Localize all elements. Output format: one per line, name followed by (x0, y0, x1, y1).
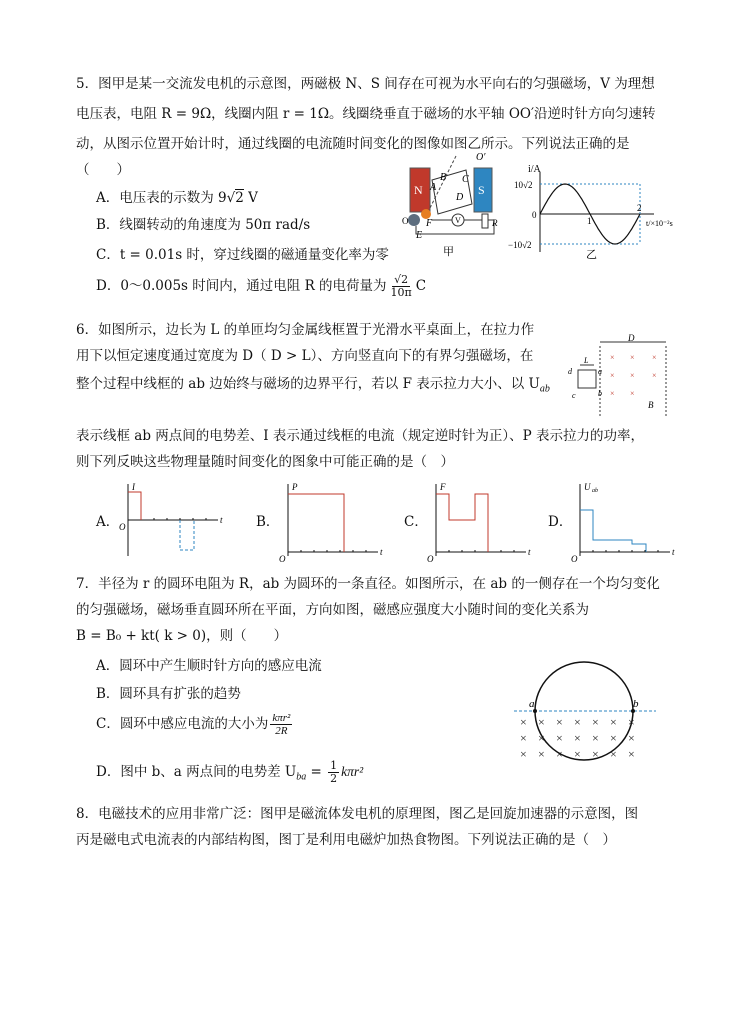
label-s: S (478, 183, 485, 197)
q5-option-a-root: 2 (235, 190, 244, 206)
q6-line3-sub: ab (539, 383, 550, 395)
q5-option-d-text: D．0～0.005s 时间内，通过电阻 R 的电荷量为 (96, 278, 387, 294)
curve-voltage (580, 510, 646, 552)
field-cross-18: × (592, 747, 599, 761)
label-n: N (414, 183, 423, 197)
q7-option-c-fraction (270, 712, 292, 737)
field-cross-1: × (538, 715, 545, 729)
q5-figure-jia (396, 154, 516, 264)
q7-option-c[interactable] (96, 712, 294, 746)
field-cross-7: × (520, 731, 527, 745)
field-cross-12: × (610, 731, 617, 745)
field-cross-19: × (610, 747, 617, 761)
frac-denominator: 10π (390, 286, 412, 299)
label-e: E (416, 230, 423, 241)
label-b: b (633, 698, 639, 710)
curve-power (288, 494, 344, 552)
curve-force (436, 494, 488, 552)
q5-option-b[interactable]: B．线圈转动的角速度为 50π rad/s (96, 217, 311, 233)
frac-denominator: 2 (330, 772, 338, 785)
q8-line1: 8．电磁技术的应用非常广泛：图甲是磁流体发电机的原理图，图乙是回旋加速器的示意图，图 (76, 806, 639, 822)
y-tick-top: 10√2 (514, 180, 533, 190)
q5-option-a[interactable] (96, 188, 258, 208)
field-cross-6: × (628, 715, 635, 729)
label-a: a (598, 367, 602, 376)
q6-line5: 则下列反映这些物理量随时间变化的图象中可能正确的是（ ） (76, 454, 454, 470)
q7-option-c-text: C．圆环中感应电流的大小为 (96, 716, 269, 732)
field-cross-20: × (628, 747, 635, 761)
q6-option-b-graph (278, 480, 388, 564)
y-axis-label: F (440, 482, 446, 492)
label-b: b (598, 389, 602, 398)
x-axis-label: t (380, 547, 383, 557)
q7-option-b[interactable]: B．圆环具有扩张的趋势 (96, 686, 241, 702)
x-axis-label: t (528, 547, 531, 557)
y-axis-label: U (584, 482, 591, 492)
origin-label: O (571, 554, 578, 564)
label-d: D (456, 192, 464, 203)
y-axis-sub: ab (592, 488, 598, 494)
frac-numerator: √2 (394, 273, 409, 286)
q7-line1: 7．半径为 r 的圆环电阻为 R，ab 为圆环的一条直径。如图所示，在 ab 的一侧存在一个均匀变化 (76, 576, 660, 592)
q5-line3: 动，从图示位置开始计时，通过线圈的电流随时间变化的图像如图乙所示。下列说法正确的是 (76, 136, 630, 152)
x-axis-label: t (220, 515, 223, 525)
q6-option-d-label: D． (548, 514, 573, 530)
q6-line3 (76, 374, 550, 400)
field-cross-2: × (556, 715, 563, 729)
q6-line4: 表示线框 ab 两点间的电势差、I 表示通过线框的电流（规定逆时针为正）、P 表示拉力的功率， (76, 428, 645, 444)
label-v: V (455, 216, 461, 225)
label-f: F (426, 218, 433, 229)
q6-option-a-graph (118, 480, 228, 560)
q7-option-a[interactable]: A．圆环中产生顺时针方向的感应电流 (96, 658, 322, 674)
field-cross-9: × (556, 731, 563, 745)
q6-option-c-graph (426, 480, 536, 564)
y-axis-label: P (292, 482, 298, 492)
field-cross-3: × (610, 371, 615, 380)
curve-negative (180, 520, 194, 550)
caption-yi: 乙 (586, 249, 597, 261)
label-a: a (529, 698, 535, 710)
sqrt-symbol: √ (226, 190, 236, 206)
field-cross-7: × (630, 389, 635, 398)
label-field-b: B (648, 400, 654, 410)
label-c: C (462, 174, 469, 185)
field-cross-2: × (652, 353, 657, 362)
q7-option-d-fraction (328, 760, 339, 785)
x-axis-label: t/×10⁻²s (646, 219, 673, 228)
label-d-width: D (628, 333, 635, 343)
frac-numerator: 1 (330, 759, 338, 772)
label-o-prime: O′ (476, 152, 486, 163)
q6-option-c-label: C． (404, 514, 428, 530)
label-l: L (584, 356, 589, 365)
q6-option-a-label: A． (96, 514, 120, 530)
x-tick-1: 1 (587, 216, 592, 226)
q7-ring-figure (514, 650, 664, 760)
origin-label: O (279, 554, 286, 564)
field-cross-1: × (630, 353, 635, 362)
field-cross-3: × (574, 715, 581, 729)
field-cross-11: × (592, 731, 599, 745)
y-tick-zero: 0 (532, 210, 537, 220)
field-cross-10: × (574, 731, 581, 745)
q8-line2: 丙是磁电式电流表的内部结构图，图丁是利用电磁炉加热食物图。下列说法正确的是（ ） (76, 832, 616, 848)
q6-line1: 6．如图所示，边长为 L 的单匝均匀金属线框置于光滑水平桌面上，在拉力作 (76, 322, 535, 338)
q7-option-d-text: D．图中 b、a 两点间的电势差 U (96, 764, 297, 780)
q7-line3: B = B₀ + kt( k > 0)，则（ ） (76, 628, 288, 644)
y-axis-label: i/A (528, 164, 541, 175)
q5-option-a-text: A．电压表的示数为 9 (96, 190, 227, 206)
q7-line2: 的匀强磁场，磁场垂直圆环所在平面，方向如图，磁感应强度大小随时间的变化关系为 (76, 602, 589, 618)
q5-paren: （ ） (76, 162, 130, 178)
field-cross-5: × (610, 715, 617, 729)
field-cross-8: × (538, 731, 545, 745)
frac-denominator: 2R (275, 725, 288, 737)
origin-label: O (427, 554, 434, 564)
q6-field-figure (566, 333, 676, 418)
q5-option-d-fraction (389, 274, 414, 299)
field-cross-17: × (574, 747, 581, 761)
field-cross-0: × (520, 715, 527, 729)
label-a: A (430, 182, 437, 193)
curve-positive (128, 492, 141, 520)
field-cross-15: × (538, 747, 545, 761)
field-cross-6: × (610, 389, 615, 398)
y-axis-label: I (132, 482, 135, 492)
q5-line1: 5．图甲是某一交流发电机的示意图，两磁极 N、S 间存在可视为水平向右的匀强磁场，V 为理想 (76, 76, 655, 92)
x-tick-2: 2 (637, 203, 642, 213)
caption-jia: 甲 (443, 246, 454, 258)
q7-option-d-sub: ba (296, 771, 307, 783)
q5-figure-yi (508, 162, 673, 262)
q7-option-d-eq: = (306, 764, 327, 780)
x-axis-label: t (672, 547, 675, 557)
q5-option-d-unit: C (415, 278, 427, 294)
field-cross-16: × (556, 747, 563, 761)
origin-label: O (119, 522, 126, 532)
q6-line3-text: 整个过程中线框的 ab 边始终与磁场的边界平行，若以 F 表示拉力大小、以 U (76, 376, 540, 392)
q7-option-d-post: kπr² (341, 764, 364, 779)
y-tick-bottom: −10√2 (508, 240, 532, 250)
field-cross-4: × (592, 715, 599, 729)
field-cross-0: × (610, 353, 615, 362)
q6-option-d-graph (570, 480, 680, 564)
field-cross-4: × (630, 371, 635, 380)
q6-line2: 用下以恒定速度通过宽度为 D（ D > L）、方向竖直向下的有界匀强磁场，在 (76, 348, 534, 364)
frac-numerator: kπr² (272, 712, 291, 724)
q5-option-a-unit: V (243, 190, 258, 206)
label-r: R (492, 218, 498, 228)
label-b: B (440, 172, 447, 183)
field-cross-14: × (520, 747, 527, 761)
label-o: O (402, 216, 409, 226)
q7-option-d[interactable] (96, 760, 363, 790)
q6-option-b-label: B． (256, 514, 280, 530)
field-cross-5: × (652, 371, 657, 380)
q5-option-d[interactable] (96, 274, 426, 306)
field-cross-13: × (628, 731, 635, 745)
q5-line2: 电压表，电阻 R = 9Ω，线圈内阻 r = 1Ω。线圈绕垂直于磁场的水平轴 OO′沿逆时针方向匀速转 (76, 106, 656, 122)
label-d-corner: d (568, 367, 572, 376)
q5-option-c[interactable]: C．t = 0.01s 时，穿过线圈的磁通量变化率为零 (96, 247, 389, 263)
label-c: c (572, 391, 576, 400)
